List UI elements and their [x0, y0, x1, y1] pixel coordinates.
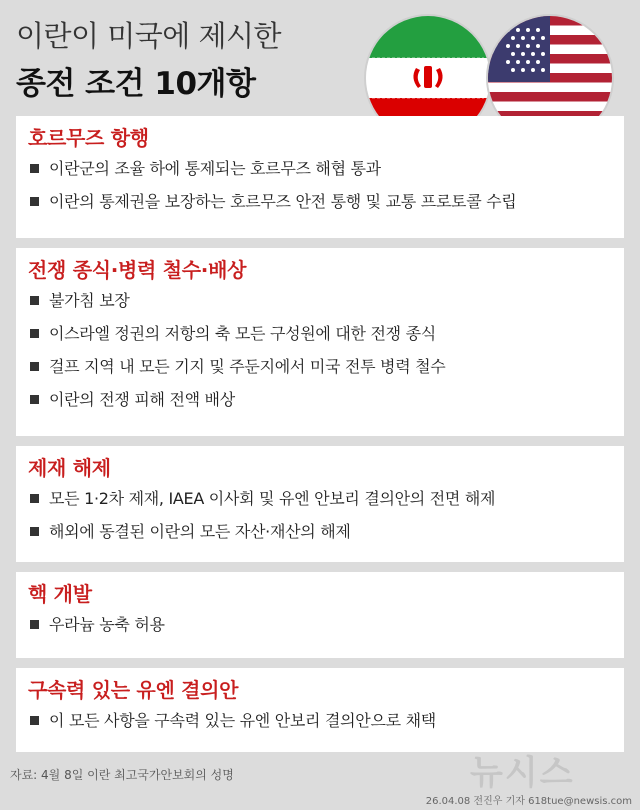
- section-title: 핵 개발: [28, 582, 92, 606]
- list-item: [28, 152, 612, 185]
- list-item-text: 이란의 전쟁 피해 전액 배상: [49, 390, 235, 409]
- title-line-1: 이란이 미국에 제시한: [16, 19, 282, 53]
- bullet-icon: [30, 620, 39, 629]
- list-item-text: 이 모든 사항을 구속력 있는 유엔 안보리 결의안으로 채택: [49, 711, 436, 730]
- section-title: 제재 해제: [28, 456, 111, 480]
- section-un-resolution: [16, 668, 624, 752]
- newsis-logo: 뉴시스: [470, 753, 575, 793]
- credit-line: 26.04.08 전진우 기자 618tue@newsis.com: [425, 796, 632, 807]
- list-item: [28, 482, 612, 515]
- list-item: [28, 317, 612, 350]
- section-title: 구속력 있는 유엔 결의안: [28, 678, 239, 702]
- list-item-text: 해외에 동결된 이란의 모든 자산·재산의 해제: [49, 522, 351, 541]
- list-item-text: 우라늄 농축 허용: [49, 615, 165, 634]
- bullet-icon: [30, 395, 39, 404]
- bullet-icon: [30, 296, 39, 305]
- section-hormuz-navigation: [16, 116, 624, 238]
- list-item-text: 이란군의 조율 하에 통제되는 호르무즈 해협 통과: [49, 159, 381, 178]
- list-item: [28, 704, 612, 737]
- section-title: 전쟁 종식·병력 철수·배상: [28, 258, 247, 282]
- title-line-2: 종전 조건 10개항: [16, 66, 256, 102]
- bullet-icon: [30, 716, 39, 725]
- list-item-text: 불가침 보장: [49, 291, 130, 310]
- list-item: [28, 608, 612, 641]
- bullet-icon: [30, 527, 39, 536]
- list-item: [28, 383, 612, 416]
- section-title: 호르무즈 항행: [28, 126, 149, 150]
- list-item-text: 이란의 통제권을 보장하는 호르무즈 안전 통행 및 교통 프로토콜 수립: [49, 192, 517, 211]
- list-item: [28, 350, 612, 383]
- list-item-text: 이스라엘 정권의 저항의 축 모든 구성원에 대한 전쟁 종식: [49, 324, 436, 343]
- list-item: [28, 185, 612, 218]
- section-sanctions-lifting: [16, 446, 624, 562]
- list-item: [28, 515, 612, 548]
- list-item-text: 걸프 지역 내 모든 기지 및 주둔지에서 미국 전투 병력 철수: [49, 357, 446, 376]
- bullet-icon: [30, 329, 39, 338]
- source-note: 자료: 4월 8일 이란 최고국가안보회의 성명: [10, 768, 234, 782]
- section-war-end: [16, 248, 624, 436]
- bullet-icon: [30, 362, 39, 371]
- bullet-icon: [30, 164, 39, 173]
- bullet-icon: [30, 197, 39, 206]
- section-nuclear-development: [16, 572, 624, 658]
- list-item: [28, 284, 612, 317]
- list-item-text: 모든 1·2차 제재, IAEA 이사회 및 유엔 안보리 결의안의 전면 해제: [49, 489, 496, 508]
- bullet-icon: [30, 494, 39, 503]
